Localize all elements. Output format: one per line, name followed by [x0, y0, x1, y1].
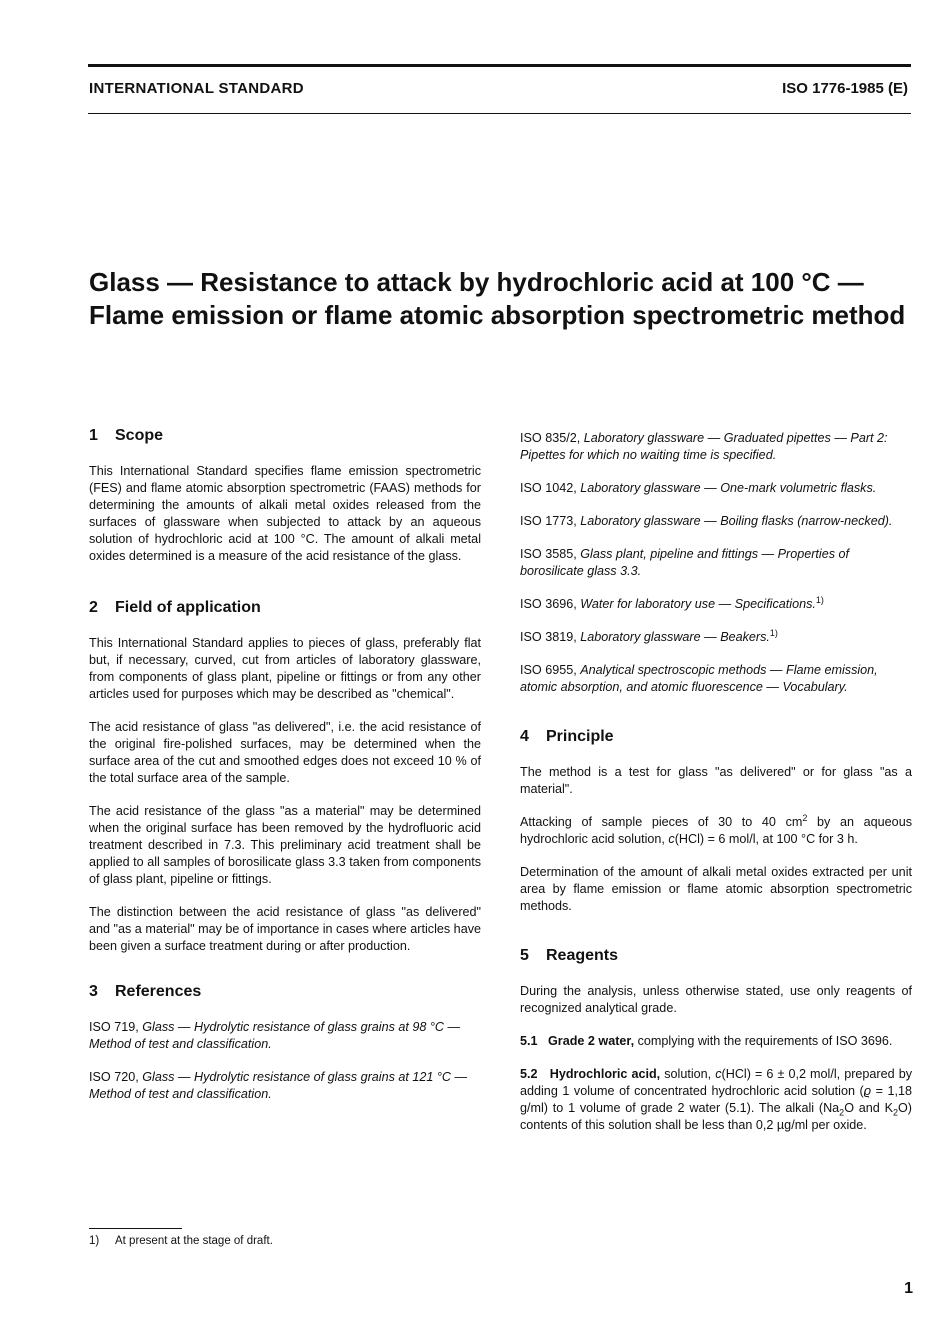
- footnote-marker: 1): [769, 627, 778, 638]
- reference-item: ISO 6955, Analytical spectroscopic methods — Flame emission, atomic absorption, and atomic fluorescence — Vocabulary.: [520, 663, 878, 694]
- section-scope: [89, 425, 481, 565]
- reference-item: ISO 3585, Glass plant, pipeline and fittings — Properties of borosilicate glass 3.3.: [520, 547, 850, 578]
- field-paragraph-1: This International Standard applies to pieces of glass, preferably flat but, if necessary, curved, cut from articles of laboratory glassware, from components of glass plant, pipeline or fittings or from any other articles used for purposes which may be described as "chemical".: [89, 636, 481, 701]
- right-column: [520, 430, 912, 1150]
- left-column: [89, 425, 481, 1119]
- footnote-marker: 1): [815, 594, 824, 605]
- reagent-5-2: 5.2 Hydrochloric acid, solution, c(HCl) = 6 ± 0,2 mol/l, prepared by adding 1 volume of concentrated hydrochloric acid solution (ϱ = 1,18 g/ml) to 1 volume of grade 2 water (5.1). The alkali ($Na_2O$ and $K_2O$) contents of this solution shall be less than 0,2 µg/ml per oxide.: [520, 1067, 912, 1132]
- page-number: 1: [904, 1280, 913, 1297]
- field-paragraph-4: The distinction between the acid resistance of glass "as delivered" and "as a material" may be of importance in cases where articles have been given a surface treatment during or after production.: [89, 905, 481, 953]
- reference-item: ISO 719, Glass — Hydrolytic resistance of glass grains at 98 °C — Method of test and classification.: [89, 1020, 461, 1051]
- section-heading: 5 Reagents: [520, 947, 619, 964]
- section-principle: [520, 726, 912, 915]
- scope-paragraph: This International Standard specifies flame emission spectrometric (FES) and flame atomic absorption spectrometric (FAAS) methods for determining the amounts of alkali metal oxides released from the surfaces of glassware when subjected to attack by an aqueous solution of hydrochloric acid at 100 °C. The amount of alkali metal oxides determined is a measure of the acid resistance of the glass.: [89, 464, 481, 563]
- reference-item: ISO 3696, Water for laboratory use — Specifications.$^{1)}$: [520, 594, 824, 611]
- section-heading: 3 References: [89, 983, 202, 1000]
- section-reagents: [520, 945, 912, 1134]
- reagents-intro: During the analysis, unless otherwise stated, use only reagents of recognized analytical grade.: [520, 984, 912, 1015]
- section-heading: 2 Field of application: [89, 599, 261, 616]
- reference-item: ISO 1773, Laboratory glassware — Boiling flasks (narrow-necked).: [520, 514, 893, 528]
- reference-item: ISO 1042, Laboratory glassware — One-mark volumetric flasks.: [520, 481, 877, 495]
- header-top-rule: [88, 64, 911, 67]
- reagent-5-1: 5.1 Grade 2 water, complying with the requirements of ISO 3696.: [520, 1034, 893, 1048]
- principle-paragraph-1: The method is a test for glass "as delivered" or for glass "as a material".: [520, 765, 912, 796]
- header-bottom-rule: [88, 113, 911, 114]
- section-references: [89, 981, 481, 1103]
- reference-item: ISO 3819, Laboratory glassware — Beakers.$^{1)}$: [520, 627, 778, 644]
- section-heading: 4 Principle: [520, 728, 614, 745]
- header-standard-number: ISO 1776-1985 (E): [782, 80, 908, 97]
- section-heading: 1 Scope: [89, 427, 164, 444]
- reference-item: ISO 720, Glass — Hydrolytic resistance of glass grains at 121 °C — Method of test and classification.: [89, 1070, 468, 1101]
- section-field-of-application: [89, 597, 481, 955]
- footnote-rule: [89, 1228, 182, 1229]
- reference-item: ISO 835/2, Laboratory glassware — Graduated pipettes — Part 2: Pipettes for which no waiting time is specified.: [520, 431, 888, 462]
- principle-paragraph-2: Attacking of sample pieces of 30 to 40 $cm^2$ by an aqueous hydrochloric acid solution, c(HCl) = 6 mol/l, at 100 °C for 3 h.: [520, 812, 912, 846]
- principle-paragraph-3: Determination of the amount of alkali metal oxides extracted per unit area by flame emission or flame atomic absorption spectrometric methods.: [520, 865, 912, 913]
- field-paragraph-3: The acid resistance of the glass "as a material" may be determined when the original surface has been removed by the hydrofluoric acid treatment described in 7.3. This preliminary acid treatment shall be applied to all samples of borosilicate glass 3.3 taken from components of glass plant, pipeline or fittings.: [89, 804, 481, 886]
- footnote: 1) At present at the stage of draft.: [89, 1235, 273, 1247]
- field-paragraph-2: The acid resistance of glass "as delivered", i.e. the acid resistance of the original fire-polished surfaces, may be determined when the surface area of the cut and smoothed edges does not exceed 10 % of the total surface area of the sample.: [89, 720, 481, 785]
- header-document-type: INTERNATIONAL STANDARD: [89, 80, 304, 97]
- document-title: Glass — Resistance to attack by hydrochloric acid at 100 °C — Flame emission or flame atomic absorption spectrometric method: [89, 267, 906, 330]
